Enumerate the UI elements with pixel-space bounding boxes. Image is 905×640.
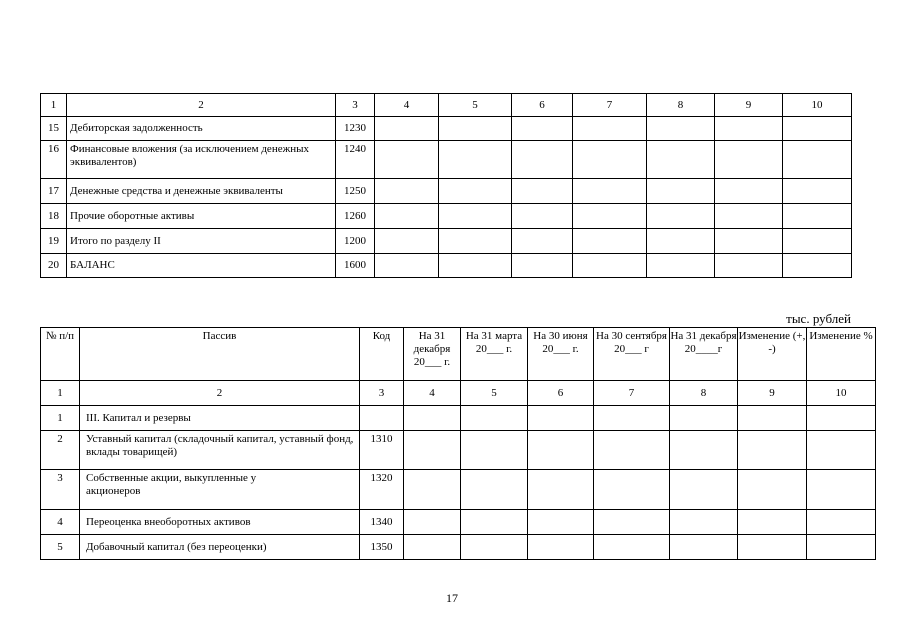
row-number: 20 bbox=[41, 254, 67, 278]
row-name: Прочие оборотные активы bbox=[67, 204, 336, 229]
row-code: 1600 bbox=[336, 254, 375, 278]
header-cell: 9 bbox=[715, 94, 783, 117]
header-cell: 10 bbox=[807, 381, 876, 406]
row-name: III. Капитал и резервы bbox=[80, 406, 360, 431]
table-row bbox=[41, 117, 852, 141]
header-cell: 5 bbox=[439, 94, 512, 117]
header-cell: 1 bbox=[41, 94, 67, 117]
header-cell: 3 bbox=[360, 381, 404, 406]
header-cell: 6 bbox=[512, 94, 573, 117]
row-number: 2 bbox=[41, 431, 80, 470]
row-code: 1310 bbox=[360, 431, 404, 470]
header-period: На 31 марта 20___ г. bbox=[461, 328, 528, 381]
table-row bbox=[41, 254, 852, 278]
row-name: Уставный капитал (складочный капитал, уставный фонд, вклады товарищей) bbox=[80, 431, 360, 470]
row-number: 19 bbox=[41, 229, 67, 254]
table-row bbox=[41, 141, 852, 179]
header-code: Код bbox=[360, 328, 404, 381]
row-name: Переоценка внеоборотных активов bbox=[80, 510, 360, 535]
header-cell: 5 bbox=[461, 381, 528, 406]
liabilities-table bbox=[40, 327, 876, 560]
row-code: 1260 bbox=[336, 204, 375, 229]
row-code: 1250 bbox=[336, 179, 375, 204]
header-period: На 31 декабря 20___ г. bbox=[404, 328, 461, 381]
row-number: 18 bbox=[41, 204, 67, 229]
header-cell: 10 bbox=[783, 94, 852, 117]
table-row bbox=[41, 179, 852, 204]
header-cell: 4 bbox=[404, 381, 461, 406]
row-number: 15 bbox=[41, 117, 67, 141]
header-num: № п/п bbox=[41, 328, 80, 381]
table-row bbox=[41, 535, 876, 560]
table-row bbox=[41, 204, 852, 229]
header-cell: 3 bbox=[336, 94, 375, 117]
row-name: Добавочный капитал (без переоценки) bbox=[80, 535, 360, 560]
row-number: 3 bbox=[41, 470, 80, 510]
row-name: Собственные акции, выкупленные у акционеров bbox=[80, 470, 360, 510]
row-code: 1350 bbox=[360, 535, 404, 560]
header-cell: 6 bbox=[528, 381, 594, 406]
header-cell: 1 bbox=[41, 381, 80, 406]
table-number-row bbox=[41, 381, 876, 406]
table-row bbox=[41, 431, 876, 470]
assets-table bbox=[40, 93, 852, 278]
row-code: 1340 bbox=[360, 510, 404, 535]
header-cell: 7 bbox=[573, 94, 647, 117]
row-number: 4 bbox=[41, 510, 80, 535]
row-code bbox=[360, 406, 404, 431]
header-period: На 31 декабря 20____г bbox=[670, 328, 738, 381]
table-row bbox=[41, 470, 876, 510]
row-code: 1230 bbox=[336, 117, 375, 141]
row-number: 16 bbox=[41, 141, 67, 179]
header-name: Пассив bbox=[80, 328, 360, 381]
header-cell: 7 bbox=[594, 381, 670, 406]
table-header-row bbox=[41, 328, 876, 381]
table-row bbox=[41, 229, 852, 254]
header-cell: 9 bbox=[738, 381, 807, 406]
row-name: Итого по разделу II bbox=[67, 229, 336, 254]
header-cell: 8 bbox=[670, 381, 738, 406]
row-code: 1200 bbox=[336, 229, 375, 254]
header-period: На 30 июня 20___ г. bbox=[528, 328, 594, 381]
page-number: 17 bbox=[446, 591, 458, 605]
row-name: Денежные средства и денежные эквиваленты bbox=[67, 179, 336, 204]
row-name: Финансовые вложения (за исключением денежных эквивалентов) bbox=[67, 141, 336, 179]
header-cell: 2 bbox=[67, 94, 336, 117]
header-cell: 4 bbox=[375, 94, 439, 117]
row-code: 1240 bbox=[336, 141, 375, 179]
header-cell: 2 bbox=[80, 381, 360, 406]
row-name: БАЛАНС bbox=[67, 254, 336, 278]
row-number: 1 bbox=[41, 406, 80, 431]
header-cell: 8 bbox=[647, 94, 715, 117]
table-row bbox=[41, 510, 876, 535]
row-number: 17 bbox=[41, 179, 67, 204]
header-period: На 30 сентября 20___ г bbox=[594, 328, 670, 381]
row-number: 5 bbox=[41, 535, 80, 560]
header-change-percent: Изменение % bbox=[807, 328, 876, 381]
table-header-row bbox=[41, 94, 852, 117]
unit-label: тыс. рублей bbox=[786, 311, 851, 326]
table-row bbox=[41, 406, 876, 431]
row-name: Дебиторская задолженность bbox=[67, 117, 336, 141]
row-code: 1320 bbox=[360, 470, 404, 510]
header-change: Изменение (+, -) bbox=[738, 328, 807, 381]
